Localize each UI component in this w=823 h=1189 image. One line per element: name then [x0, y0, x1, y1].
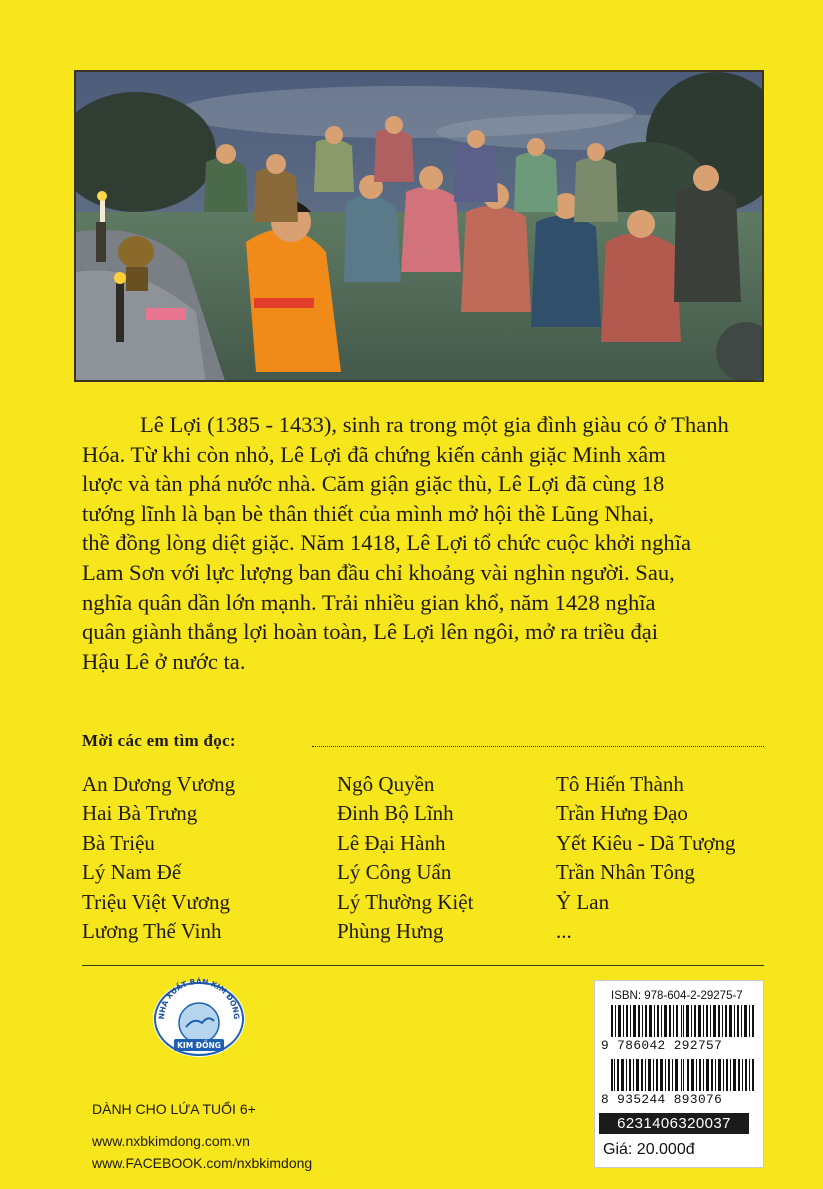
book-title: An Dương Vương [82, 772, 236, 796]
bio-line: lược và tàn phá nước nhà. Căm giận giặc thù, Lê Lợi đã cùng 18 [82, 471, 665, 497]
book-title: Lý Công Uẩn [337, 860, 452, 885]
book-title: Lý Thường Kiệt [337, 889, 474, 914]
publisher-website-link[interactable]: www.nxbkimdong.com.vn [92, 1133, 250, 1149]
reading-list-column-3 [556, 770, 736, 946]
book-title: Yết Kiêu - Dã Tượng [556, 830, 736, 855]
isbn-barcode-icon [611, 1005, 755, 1037]
oath-ceremony-illustration [76, 72, 764, 382]
book-title: Ngô Quyền [337, 772, 435, 796]
biography-text [82, 410, 772, 676]
isbn-label: ISBN: 978-604-2-29275-7 [611, 990, 743, 1002]
bio-line: Hậu Lê ở nước ta. [82, 648, 246, 674]
book-title: ... [556, 919, 572, 944]
book-title: Ỷ Lan [556, 889, 610, 914]
book-title: Lê Đại Hành [337, 830, 446, 855]
bio-line: quân giành thắng lợi hoàn toàn, Lê Lợi lên ngôi, mở ra triều đại [82, 619, 659, 645]
reading-list-column-2 [337, 770, 473, 946]
price-label: Giá: 20.000đ [603, 1141, 695, 1158]
book-title: Hai Bà Trưng [82, 801, 198, 826]
book-title: Đinh Bộ Lĩnh [337, 801, 454, 826]
kim-dong-logo-icon [150, 977, 248, 1059]
barcode-sticker [594, 980, 764, 1168]
reading-list-heading: Mời các em tìm đọc: [82, 731, 236, 750]
heading-divider [312, 746, 764, 747]
publisher-facebook-link[interactable]: www.FACEBOOK.com/nxbkimdong [92, 1155, 313, 1171]
book-title: Lý Nam Đế [82, 860, 182, 885]
footer-divider [82, 965, 764, 966]
bio-line: Lê Lợi (1385 - 1433), sinh ra trong một gia đình giàu có ở Thanh [140, 412, 729, 437]
book-title: Tô Hiến Thành [556, 772, 684, 796]
bio-line: Hóa. Từ khi còn nhỏ, Lê Lợi đã chứng kiến cảnh giặc Minh xâm [82, 441, 666, 467]
book-title: Trần Hưng Đạo [556, 801, 688, 826]
cover-illustration [74, 70, 764, 382]
age-rating: DÀNH CHO LỨA TUỔI 6+ [92, 1101, 256, 1117]
svg-text:KIM ĐỒNG: KIM ĐỒNG [177, 1041, 221, 1050]
bio-line: nghĩa quân dần lớn mạnh. Trải nhiều gian khổ, năm 1428 nghĩa [82, 589, 656, 615]
reading-list-column-1 [82, 770, 235, 946]
isbn-digits: 9 786042 292757 [601, 1038, 723, 1053]
book-title: Bà Triệu [82, 830, 155, 855]
bio-line: tướng lĩnh là bạn bè thân thiết của mình mở hội thề Lũng Nhai, [82, 500, 655, 526]
book-title: Lương Thế Vinh [82, 919, 222, 944]
ean-digits: 8 935244 893076 [601, 1092, 723, 1107]
ean-barcode-icon [611, 1059, 755, 1091]
book-title: Triệu Việt Vương [82, 889, 231, 914]
product-code: 6231406320037 [599, 1113, 749, 1134]
book-title: Trần Nhân Tông [556, 860, 695, 885]
book-title: Phùng Hưng [337, 919, 444, 944]
bio-line: Lam Sơn với lực lượng ban đầu chỉ khoảng vài nghìn người. Sau, [82, 559, 675, 585]
bio-line: thề đồng lòng diệt giặc. Năm 1418, Lê Lợi tổ chức cuộc khởi nghĩa [82, 530, 691, 556]
svg-text:NHÀ XUẤT BẢN KIM ĐỒNG: NHÀ XUẤT BẢN KIM ĐỒNG [156, 977, 242, 1020]
